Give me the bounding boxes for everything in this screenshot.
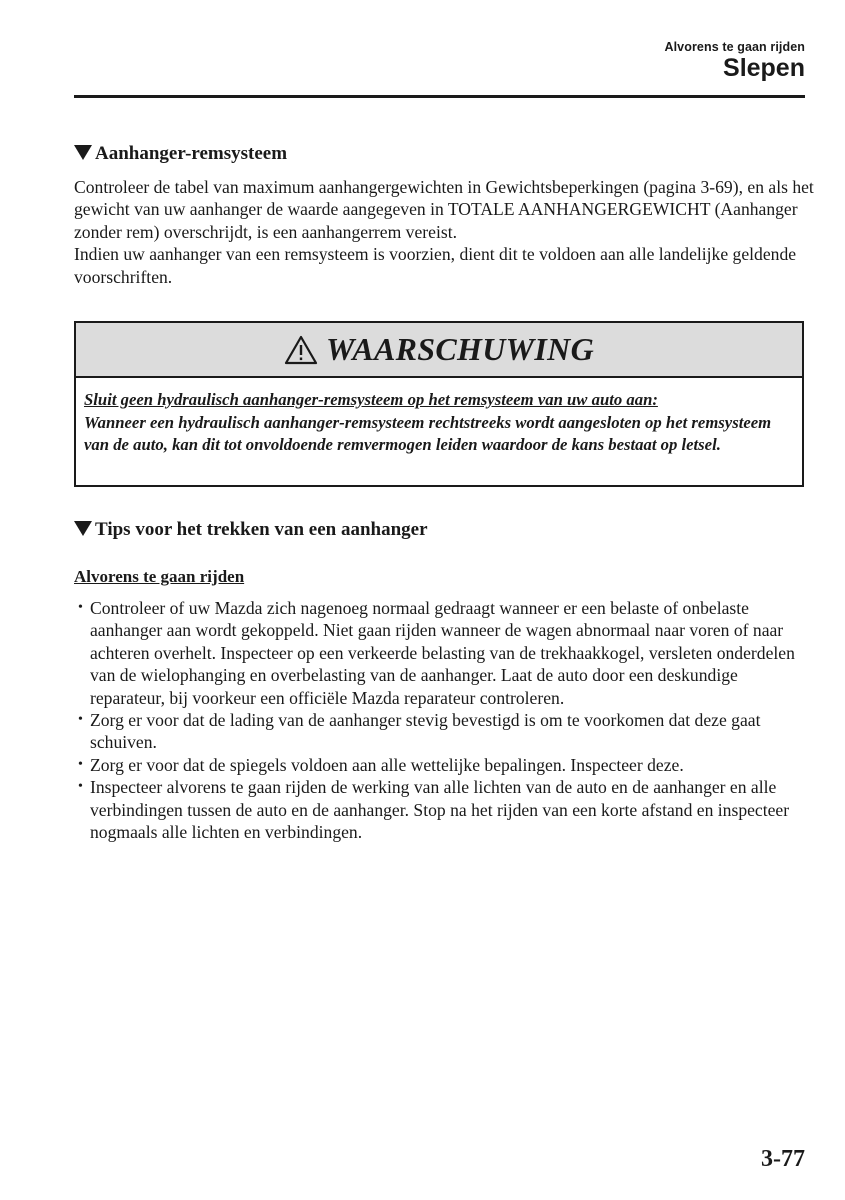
page-number: 3-77 [761, 1146, 805, 1172]
triangle-down-icon [74, 521, 92, 536]
warning-header [76, 323, 802, 378]
bullet-icon: • [78, 600, 83, 615]
section-title: Slepen [723, 54, 805, 82]
chapter-label: Alvorens te gaan rijden [664, 40, 805, 54]
warning-title: WAARSCHUWING [326, 331, 594, 367]
paragraph: Controleer de tabel van maximum aanhangergewichten in Gewichtsbeperkingen (pagina 3-69), en als het gewicht van uw aanhanger de waarde aangegeven in TOTALE AANHANGERGEWICHT (Aanhanger zonder rem) overschrijdt, is een aanhangerrem vereist. [74, 177, 814, 242]
warning-box [74, 321, 804, 487]
tips-list [74, 597, 814, 843]
heading-towing-tips [74, 518, 428, 542]
list-item [74, 776, 814, 843]
paragraph: Indien uw aanhanger van een remsysteem is voorzien, dient dit te voldoen aan alle landelijke geldende voorschriften. [74, 244, 797, 287]
list-item [74, 709, 814, 754]
warning-lead: Sluit geen hydraulisch aanhanger-remsysteem op het remsysteem van uw auto aan: [84, 390, 658, 409]
warning-body [76, 378, 802, 457]
bullet-icon: • [78, 779, 83, 795]
subheading-before-driving: Alvorens te gaan rijden [74, 567, 245, 586]
list-item-text: Controleer of uw Mazda zich nagenoeg normaal gedraagt wanneer er een belaste of onbelaste aanhanger aan wordt gekoppeld. Niet gaan rijden wanneer de wagen abnormaal naar voren of naar achteren overhelt. Inspecteer op een verkeerde belasting van de trekhaakkogel, versleten onderdelen van de wielophanging en overbelasting van de aanhanger. Laat de auto door een deskundige reparateur, bij voorkeur een officiële Mazda reparateur controleren. [90, 598, 795, 708]
bullet-icon: • [78, 712, 83, 728]
list-item-text: Inspecteer alvorens te gaan rijden de werking van alle lichten van de auto en de aanhanger en alle verbindingen tussen de auto en de aanhanger. Stop na het rijden van een korte afstand en inspecteer nogmaals alle lichten en verbindingen. [90, 777, 790, 843]
heading-trailer-brake [74, 142, 287, 166]
warning-triangle-icon [284, 335, 318, 365]
heading-trailer-brake-text: Aanhanger-remsysteem [95, 143, 288, 164]
trailer-brake-text [74, 176, 814, 288]
bullet-icon: • [78, 756, 83, 772]
header-rule [74, 95, 805, 98]
warning-text: Wanneer een hydraulisch aanhanger-remsysteem rechtstreeks wordt aangesloten op het remsysteem van de auto, kan dit tot onvoldoende remvermogen leiden waardoor de kans bestaat op letsel. [84, 412, 772, 455]
heading-towing-tips-text: Tips voor het trekken van een aanhanger [95, 519, 428, 540]
list-item [74, 754, 814, 776]
list-item-text: Zorg er voor dat de lading van de aanhanger stevig bevestigd is om te voorkomen dat deze gaat schuiven. [90, 710, 761, 753]
triangle-down-icon [74, 145, 92, 160]
list-item-text: Zorg er voor dat de spiegels voldoen aan alle wettelijke bepalingen. Inspecteer deze. [90, 754, 684, 775]
list-item [74, 597, 814, 709]
